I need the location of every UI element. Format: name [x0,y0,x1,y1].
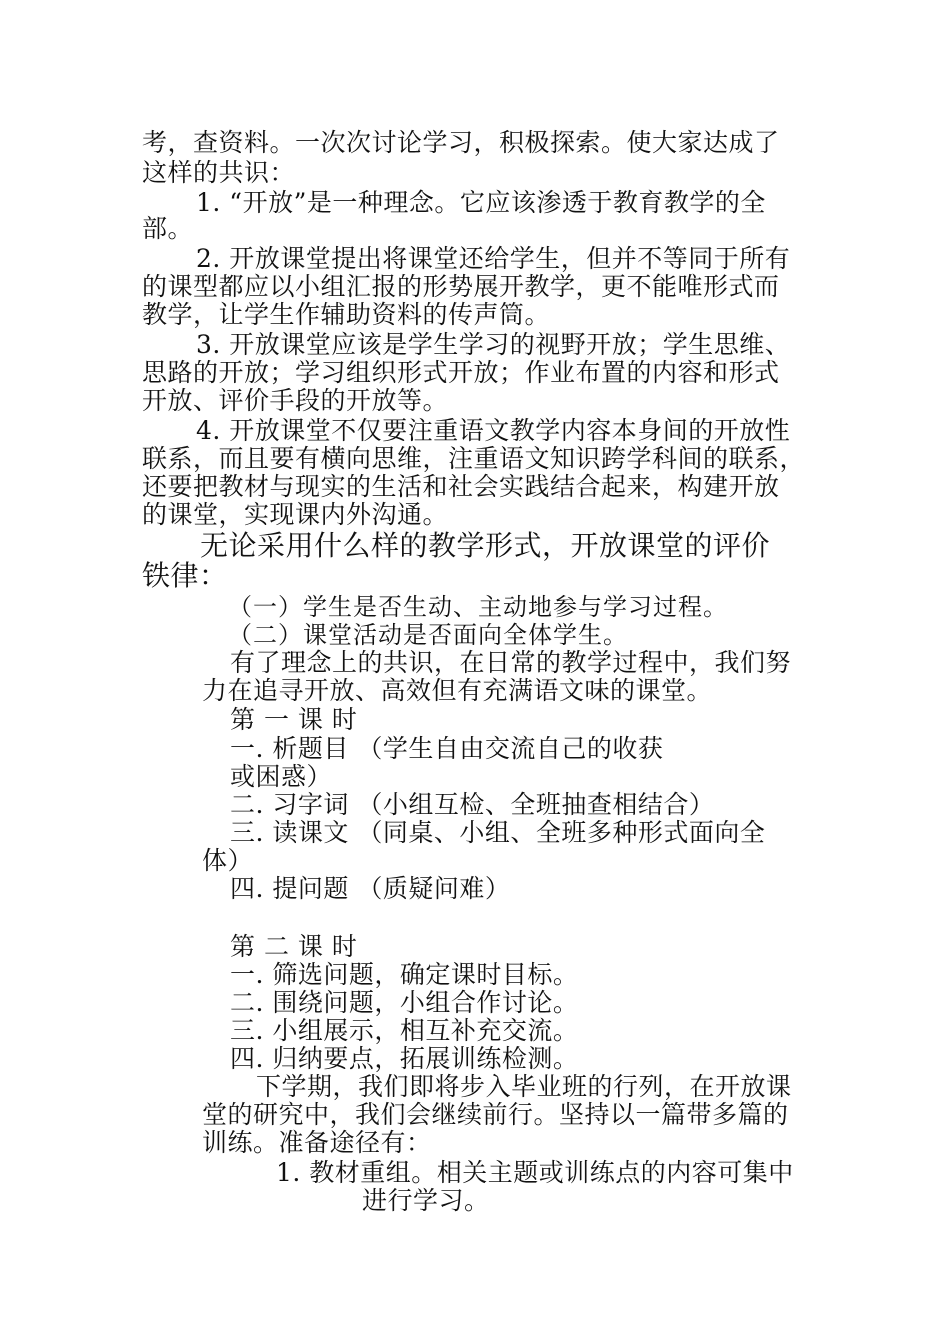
text-line: 二. 围绕问题，小组合作讨论。 [230,988,579,1017]
text-line: 体） [202,846,254,875]
text-line: 2. 开放课堂提出将课堂还给学生，但并不等同于所有 [196,244,791,273]
text-line: 三. 小组展示，相互补充交流。 [230,1016,579,1045]
text-line: 有了理念上的共识，在日常的教学过程中，我们努 [230,648,792,677]
text-line: 进行学习。 [362,1186,490,1215]
text-line: 无论采用什么样的教学形式，开放课堂的评价 [200,529,771,562]
text-line: 力在追寻开放、高效但有充满语文味的课堂。 [202,676,713,705]
text-line: 联系，而且要有横向思维，注重语文知识跨学科间的联系， [142,444,806,473]
text-line: 1. 教材重组。相关主题或训练点的内容可集中 [276,1158,794,1187]
text-line: 四. 归纳要点，拓展训练检测。 [230,1044,579,1073]
text-line: （一）学生是否生动、主动地参与学习过程。 [228,593,728,621]
text-line: 还要把教材与现实的生活和社会实践结合起来，构建开放 [142,472,780,501]
text-line: 的课堂，实现课内外沟通。 [142,500,449,529]
text-line: 部。 [142,214,194,243]
text-line: 铁律： [142,559,228,592]
lesson-heading-1: 第 一 课 时 [230,705,358,734]
text-line: 思路的开放；学习组织形式开放；作业布置的内容和形式 [142,358,780,387]
text-line: 教学，让学生作辅助资料的传声筒。 [142,300,551,329]
text-line: 三. 读课文 （同桌、小组、全班多种形式面向全 [230,818,766,847]
text-line: 或困惑） [230,762,333,791]
text-line: 一. 筛选问题，确定课时目标。 [230,960,579,989]
text-line: 考，查资料。一次次讨论学习，积极探索。使大家达成了 [142,128,780,157]
text-line: 这样的共识： [142,158,296,187]
text-line: 四. 提问题 （质疑问难） [230,874,511,903]
text-line: 3. 开放课堂应该是学生学习的视野开放；学生思维、 [196,330,791,359]
lesson-heading-2: 第 二 课 时 [230,932,358,961]
text-line: 开放、评价手段的开放等。 [142,386,449,415]
text-line: （二）课堂活动是否面向全体学生。 [228,621,628,649]
text-line: 下学期，我们即将步入毕业班的行列，在开放课 [256,1072,792,1101]
text-line: 一. 析题目 （学生自由交流自己的收获 [230,734,664,763]
text-line: 1. “开放”是一种理念。它应该渗透于教育教学的全 [196,188,766,217]
text-line: 堂的研究中，我们会继续前行。坚持以一篇带多篇的 [202,1100,789,1129]
text-line: 二. 习字词 （小组互检、全班抽查相结合） [230,790,715,819]
text-line: 4. 开放课堂不仅要注重语文教学内容本身间的开放性 [196,416,791,445]
text-line: 训练。准备途径有： [202,1128,432,1157]
text-line: 的课型都应以小组汇报的形势展开教学，更不能唯形式而 [142,272,780,301]
